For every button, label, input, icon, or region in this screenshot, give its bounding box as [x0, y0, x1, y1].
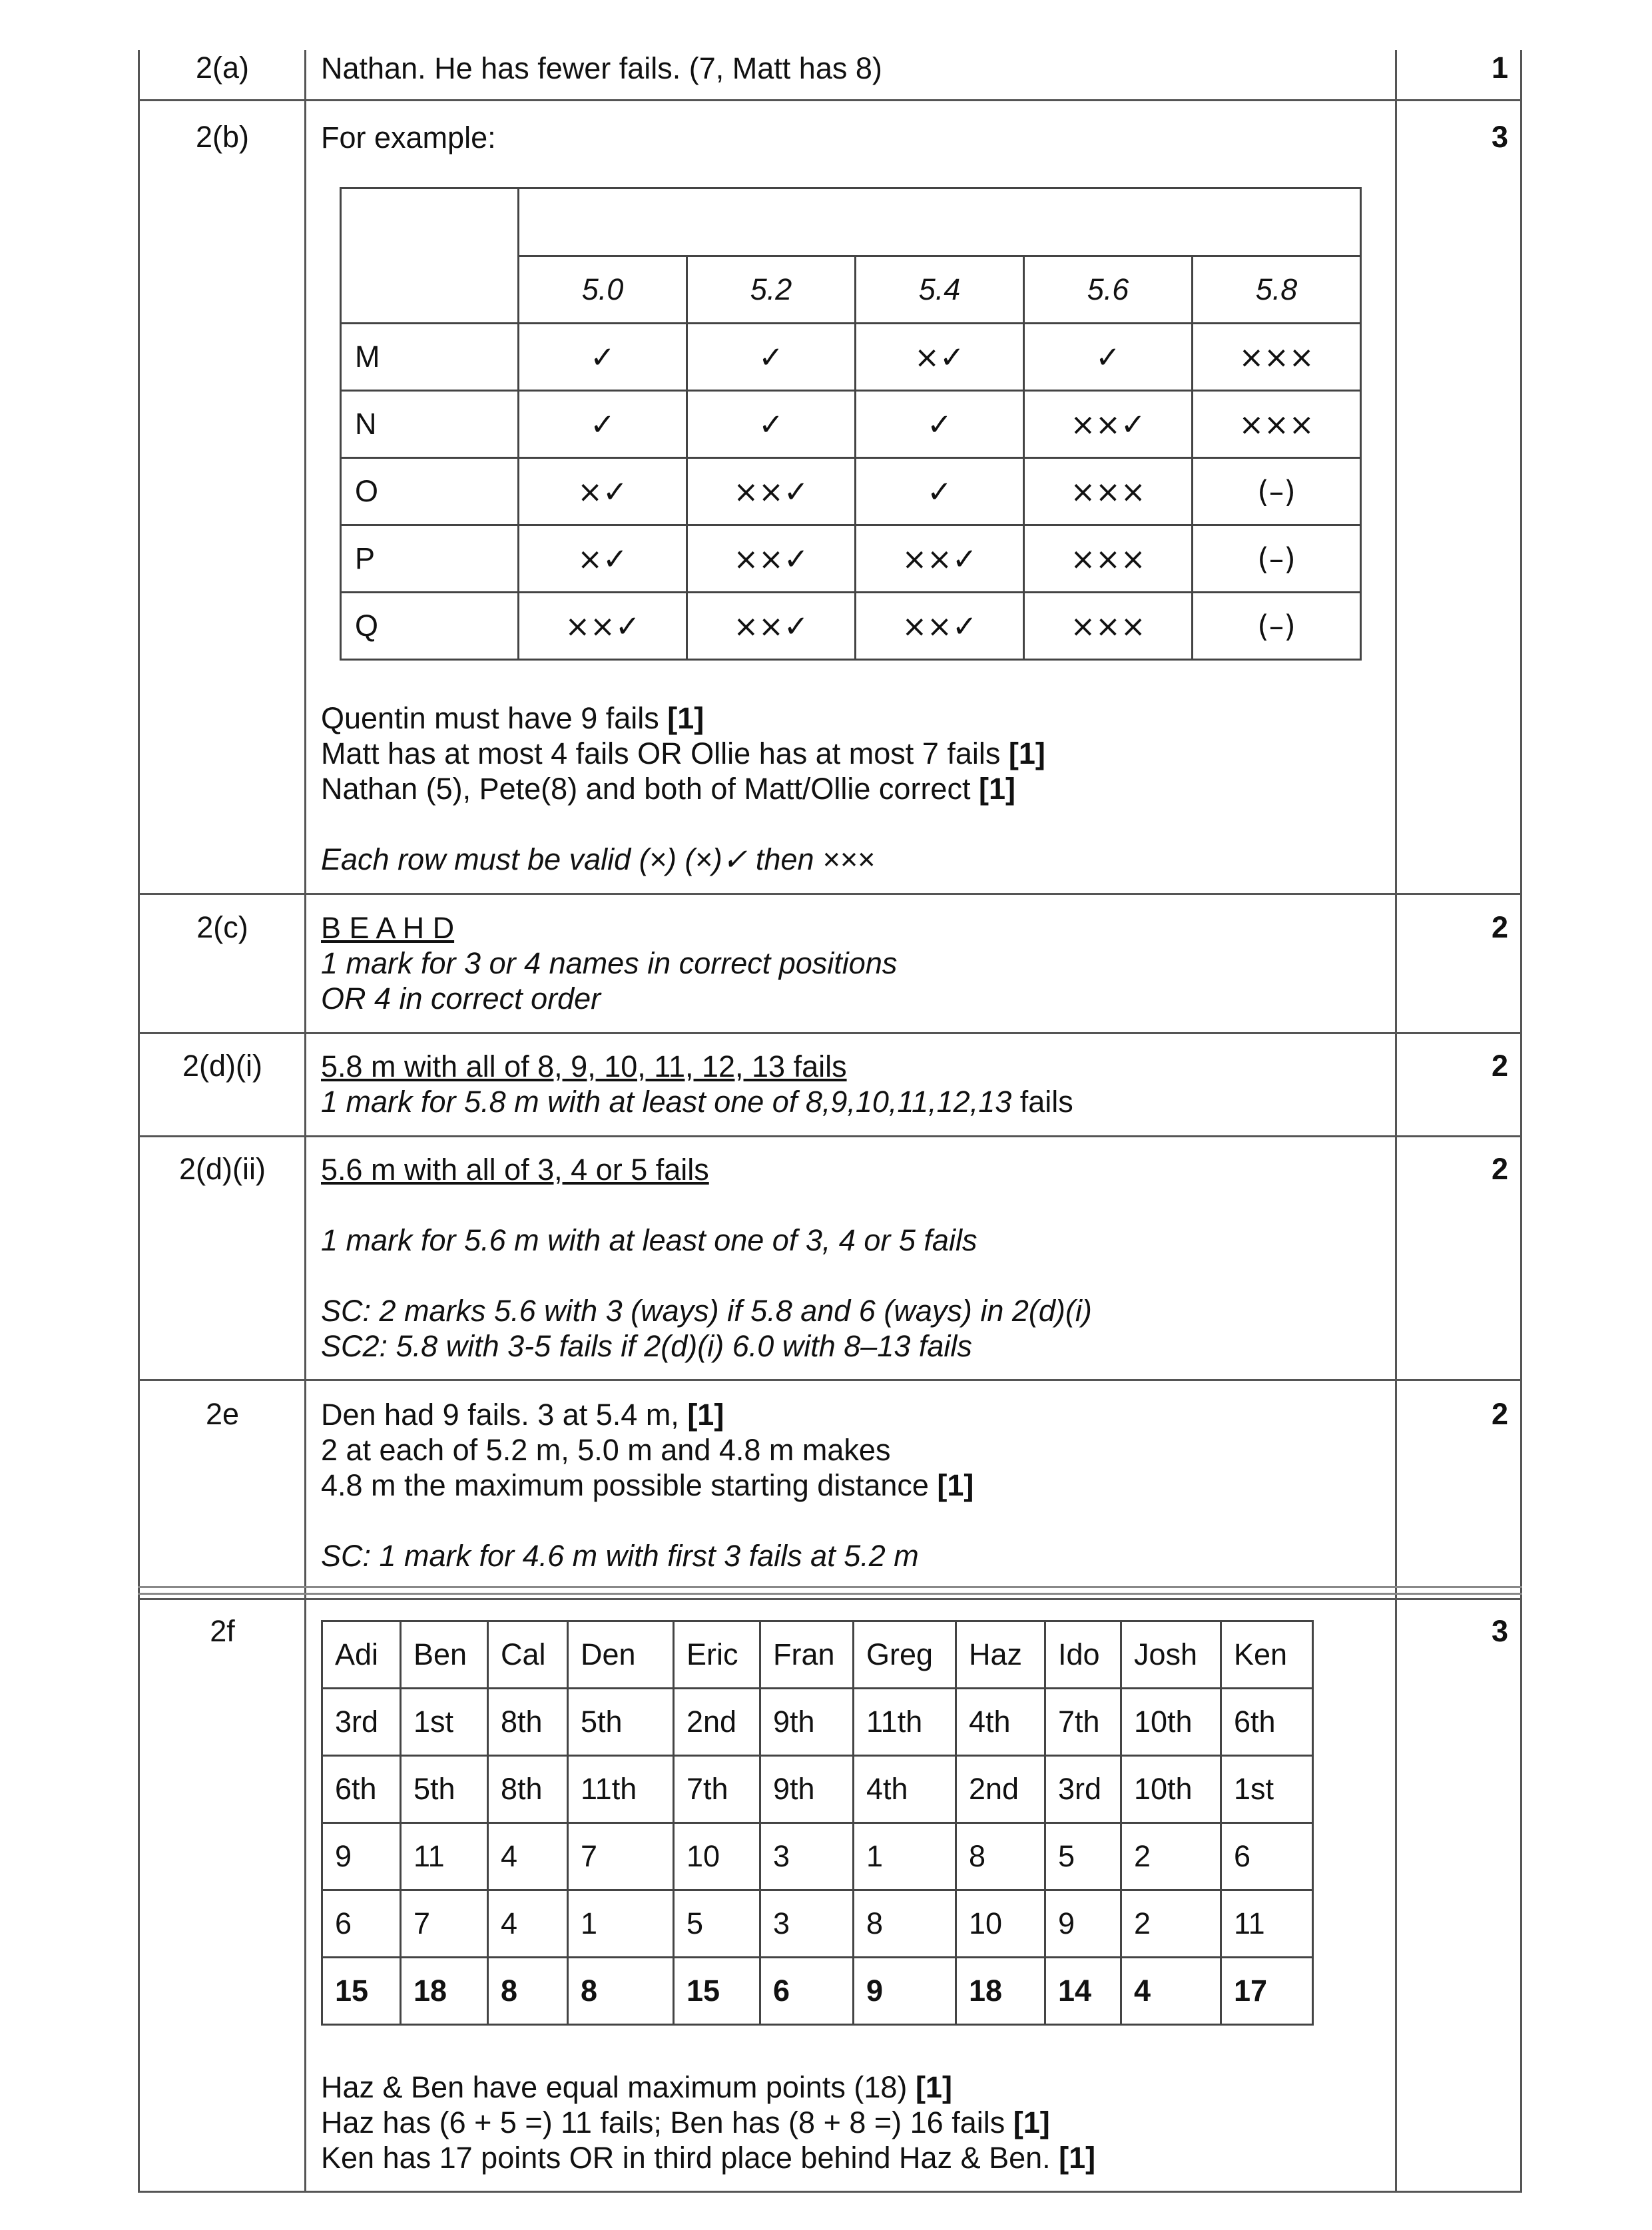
place-cell: 2nd — [956, 1756, 1045, 1823]
attempt-cell: ✓ — [687, 391, 856, 458]
note-line: Ken has 17 points OR in third place behind Haz & Ben. [1] — [321, 2141, 1096, 2175]
place-cell: 9th — [760, 1756, 854, 1823]
mark-value: 2 — [1491, 1397, 1508, 1431]
answer-block — [321, 1397, 973, 1573]
competitor-label: O — [341, 458, 519, 525]
total-cell: 8 — [488, 1958, 568, 2025]
guidance-line: 1 mark for 5.6 m with at least one of 3, 4 or 5 fails — [321, 1223, 977, 1257]
answer-text: Nathan. He has fewer fails. (7, Matt has 8) — [321, 51, 882, 85]
table-row — [341, 324, 1361, 391]
mark-value: 1 — [1491, 51, 1508, 85]
attempt-cell: ××✓ — [856, 593, 1024, 660]
total-cell: 17 — [1221, 1958, 1313, 2025]
row-divider — [138, 99, 1522, 101]
place-cell: 7th — [1045, 1689, 1121, 1756]
place-cell: 10th — [1121, 1756, 1221, 1823]
competitor-label: M — [341, 324, 519, 391]
answer-text: 5.6 m with all of 3, 4 or 5 fails — [321, 1153, 709, 1187]
name-cell: Ben — [401, 1621, 488, 1689]
attempt-cell: ××✓ — [687, 593, 856, 660]
attempt-cell: ××✓ — [687, 525, 856, 593]
place-cell: 3rd — [322, 1689, 401, 1756]
table-row — [341, 391, 1361, 458]
note-line: Haz & Ben have equal maximum points (18) [1] — [321, 2070, 952, 2104]
name-cell: Adi — [322, 1621, 401, 1689]
answer-line: Den had 9 fails. 3 at 5.4 m, [1] — [321, 1398, 724, 1432]
question-number: 2(d)(i) — [182, 1049, 262, 1083]
place-cell: 10th — [1121, 1689, 1221, 1756]
name-cell: Fran — [760, 1621, 854, 1689]
place-cell: 11th — [568, 1756, 674, 1823]
attempt-cell: ✓ — [519, 391, 687, 458]
name-cell: Ido — [1045, 1621, 1121, 1689]
height-header: 5.0 — [519, 256, 687, 324]
attempt-cell: ××✓ — [687, 458, 856, 525]
place-cell: 8th — [488, 1756, 568, 1823]
attempt-cell: ×✓ — [519, 525, 687, 593]
row-divider — [138, 1593, 1522, 1595]
row-divider — [138, 1135, 1522, 1137]
row-divider — [138, 1586, 1522, 1588]
row-divider — [138, 893, 1522, 895]
table-border-question — [304, 50, 306, 2193]
mark-value: 2 — [1491, 1049, 1508, 1083]
attempt-cell: ××× — [1024, 458, 1193, 525]
corner-cell — [341, 188, 519, 324]
points-cell: 10 — [956, 1890, 1045, 1958]
question-number: 2(d)(ii) — [179, 1152, 266, 1186]
answer-block — [321, 910, 897, 1016]
attempt-cell: ××× — [1193, 324, 1361, 391]
points-cell: 9 — [1045, 1890, 1121, 1958]
points-cell: 10 — [674, 1823, 760, 1890]
place-cell: 5th — [401, 1756, 488, 1823]
points-cell: 7 — [401, 1890, 488, 1958]
question-number: 2(c) — [196, 910, 248, 944]
marking-notes — [321, 700, 1045, 877]
mark-value: 2 — [1491, 1152, 1508, 1186]
points-cell: 7 — [568, 1823, 674, 1890]
question-number: 2e — [205, 1397, 240, 1431]
attempt-cell: ✓ — [519, 324, 687, 391]
note-line: Quentin must have 9 fails [1] — [321, 701, 704, 735]
competitor-label: N — [341, 391, 519, 458]
place-cell: 4th — [854, 1756, 956, 1823]
names-row — [322, 1621, 1313, 1689]
table-row — [341, 593, 1361, 660]
attempt-cell: ××✓ — [519, 593, 687, 660]
note-line: Nathan (5), Pete(8) and both of Matt/Ollie correct [1] — [321, 772, 1015, 806]
place-cell: 7th — [674, 1756, 760, 1823]
height-header: 5.8 — [1193, 256, 1361, 324]
total-cell: 4 — [1121, 1958, 1221, 2025]
attempt-cell: ✓ — [1024, 324, 1193, 391]
points-cell: 1 — [854, 1823, 956, 1890]
answer-line: 2 at each of 5.2 m, 5.0 m and 4.8 m makes — [321, 1433, 891, 1467]
attempt-cell: ××✓ — [1024, 391, 1193, 458]
guidance-line: 1 mark for 3 or 4 names in correct positions — [321, 946, 898, 980]
points-table — [321, 1620, 1314, 2026]
total-cell: 14 — [1045, 1958, 1121, 2025]
height-header: 5.4 — [856, 256, 1024, 324]
attempt-cell: ✓ — [687, 324, 856, 391]
points-cell: 2 — [1121, 1823, 1221, 1890]
note-line: Haz has (6 + 5 =) 11 fails; Ben has (8 + 8 =) 16 fails [1] — [321, 2105, 1050, 2139]
place-cell: 1st — [1221, 1756, 1313, 1823]
place-cell: 6th — [322, 1756, 401, 1823]
intro-text: For example: — [321, 121, 496, 154]
total-cell: 15 — [322, 1958, 401, 2025]
question-number: 2(a) — [195, 51, 250, 85]
points-cell: 2 — [1121, 1890, 1221, 1958]
special-case-line: SC: 1 mark for 4.6 m with first 3 fails at 5.2 m — [321, 1539, 919, 1573]
place-cell: 9th — [760, 1689, 854, 1756]
attempt-cell: ××× — [1024, 593, 1193, 660]
competitor-label: Q — [341, 593, 519, 660]
row-divider — [138, 1379, 1522, 1381]
height-header: 5.2 — [687, 256, 856, 324]
total-cell: 6 — [760, 1958, 854, 2025]
answer-block — [321, 1049, 1073, 1119]
attempt-cell: ×✓ — [519, 458, 687, 525]
name-cell: Ken — [1221, 1621, 1313, 1689]
points-cell: 5 — [1045, 1823, 1121, 1890]
attempt-cell: (–) — [1193, 458, 1361, 525]
total-row — [322, 1958, 1313, 2025]
points-cell: 4 — [488, 1890, 568, 1958]
points-cell: 11 — [401, 1823, 488, 1890]
mark-value: 3 — [1491, 120, 1508, 154]
heights-header-cell — [519, 188, 1361, 256]
points-cell: 5 — [674, 1890, 760, 1958]
points-cell: 6 — [322, 1890, 401, 1958]
mark-value: 3 — [1491, 1614, 1508, 1648]
points-row — [322, 1823, 1313, 1890]
height-header: 5.6 — [1024, 256, 1193, 324]
attempt-cell: ✓ — [856, 391, 1024, 458]
points-cell: 8 — [956, 1823, 1045, 1890]
points-row — [322, 1890, 1313, 1958]
note-line: Matt has at most 4 fails OR Ollie has at most 7 fails [1] — [321, 736, 1045, 770]
place-cell: 2nd — [674, 1689, 760, 1756]
place-cell: 1st — [401, 1689, 488, 1756]
answer-text: 5.8 m with all of 8, 9, 10, 11, 12, 13 fails — [321, 1049, 847, 1083]
special-case-line: SC2: 5.8 with 3-5 fails if 2(d)(i) 6.0 with 8–13 fails — [321, 1329, 972, 1363]
guidance-line: 1 mark for 5.8 m with at least one of 8,9,10,11,12,13 fails — [321, 1085, 1073, 1119]
question-number: 2(b) — [195, 120, 250, 154]
total-cell: 9 — [854, 1958, 956, 2025]
special-case-line: SC: 2 marks 5.6 with 3 (ways) if 5.8 and 6 (ways) in 2(d)(i) — [321, 1294, 1092, 1328]
row-divider — [138, 2191, 1522, 2193]
attempt-cell: ××× — [1193, 391, 1361, 458]
answer-block — [321, 1152, 1092, 1364]
attempt-cell: ×✓ — [856, 324, 1024, 391]
place-cell: 5th — [568, 1689, 674, 1756]
place-cell: 4th — [956, 1689, 1045, 1756]
competitor-label: P — [341, 525, 519, 593]
place-cell: 3rd — [1045, 1756, 1121, 1823]
points-cell: 3 — [760, 1890, 854, 1958]
place-row — [322, 1756, 1313, 1823]
points-cell: 11 — [1221, 1890, 1313, 1958]
total-cell: 18 — [401, 1958, 488, 2025]
table-border-mark — [1395, 50, 1397, 2193]
validity-note: Each row must be valid (×) (×)✓ then ××× — [321, 842, 875, 876]
points-cell: 4 — [488, 1823, 568, 1890]
table-border-right — [1520, 50, 1522, 2193]
attempt-cell: (–) — [1193, 525, 1361, 593]
name-cell: Greg — [854, 1621, 956, 1689]
place-cell: 8th — [488, 1689, 568, 1756]
mark-value: 2 — [1491, 910, 1508, 944]
points-cell: 3 — [760, 1823, 854, 1890]
points-cell: 6 — [1221, 1823, 1313, 1890]
attempt-cell: ××✓ — [856, 525, 1024, 593]
answer-line: 4.8 m the maximum possible starting distance [1] — [321, 1468, 974, 1502]
table-row — [341, 525, 1361, 593]
marking-notes — [321, 2070, 1095, 2175]
answer-text: B E A H D — [321, 911, 455, 945]
name-cell: Haz — [956, 1621, 1045, 1689]
points-cell: 8 — [854, 1890, 956, 1958]
table-border-left — [138, 50, 140, 2193]
table-row — [341, 458, 1361, 525]
place-cell: 6th — [1221, 1689, 1313, 1756]
question-number: 2f — [210, 1614, 235, 1648]
points-cell: 1 — [568, 1890, 674, 1958]
row-divider — [138, 1598, 1522, 1600]
name-cell: Den — [568, 1621, 674, 1689]
attempt-cell: ××× — [1024, 525, 1193, 593]
guidance-line: OR 4 in correct order — [321, 981, 601, 1015]
place-cell: 11th — [854, 1689, 956, 1756]
jump-results-table — [340, 187, 1362, 661]
attempt-cell: (–) — [1193, 593, 1361, 660]
name-cell: Cal — [488, 1621, 568, 1689]
total-cell: 18 — [956, 1958, 1045, 2025]
points-cell: 9 — [322, 1823, 401, 1890]
total-cell: 8 — [568, 1958, 674, 2025]
place-row — [322, 1689, 1313, 1756]
name-cell: Josh — [1121, 1621, 1221, 1689]
row-divider — [138, 1032, 1522, 1034]
attempt-cell: ✓ — [856, 458, 1024, 525]
name-cell: Eric — [674, 1621, 760, 1689]
total-cell: 15 — [674, 1958, 760, 2025]
